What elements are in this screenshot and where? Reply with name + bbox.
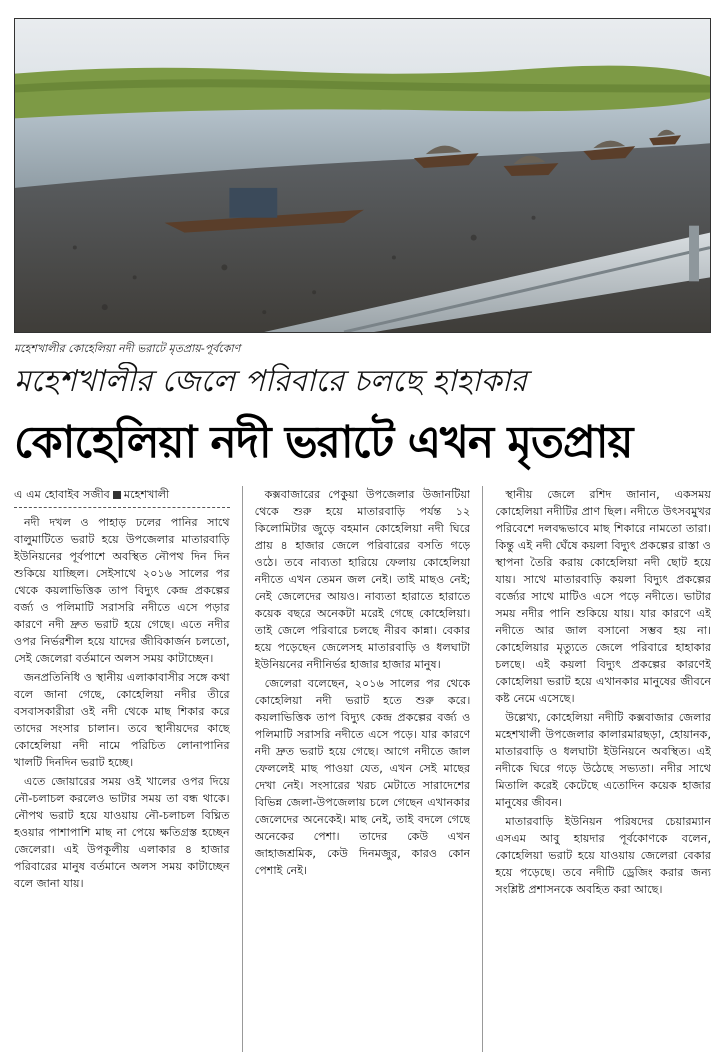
news-photo (14, 18, 711, 333)
article-paragraph: নদী দখল ও পাহাড় ঢলের পানির সাথে বালুমাটিতে ভরাট হয়ে উপজেলার মাতারবাড়ি ইউনিয়নের পূর্বপাশে অবস্থিত নৌপথ দিন দিন শুকিয়ে যাচ্ছিল। সেইসাথে ২০১৬ সালের পর থেকে কয়লাভিত্তিক তাপ বিদ্যুৎ কেন্দ্র প্রকল্পের বর্জ্য ও পলিমাটি সরাসরি নদীতে এসে পড়ার কারণে নদী দ্রুত ভরাট হয়ে গেছে। এতে নদীর ওপর নির্ভরশীল হয়ে যাদের জীবিকার্জন চলতো, সেই জেলেরা বর্তমানে অলস সময় কাটাচ্ছেন। (14, 516, 230, 665)
column-divider (242, 486, 243, 1052)
photo-caption: মহেশখালীর কোহেলিয়া নদী ভরাটে মৃতপ্রায়-পূর্বকোণ (14, 342, 241, 355)
article-paragraph: এতে জোয়ারের সময় ওই খালের ওপর দিয়ে নৌ-চলাচল করলেও ভাটার সময় তা বন্ধ থাকে। নৌপথ ভরাট হয়ে যাওয়ায় নৌ-চলাচল বিঘ্নিত হওয়ার পাশাপাশি মাছ না পেয়ে ক্ষতিগ্রস্ত হচ্ছেন জেলেরা। এই উপকূলীয় এলাকার ৪ হাজার পরিবারের মানুষ বর্তমানে অলস সময় কাটাচ্ছেন বলে জানা যায়। (14, 775, 230, 890)
article-column-2 (255, 486, 471, 1052)
article-paragraph: কক্সবাজারের পেকুয়া উপজেলার উজানটিয়া থেকে শুরু হয়ে মাতারবাড়ি পর্যন্ত ১২ কিলোমিটার জুড়ে বহমান কোহেলিয়া নদী ঘিরে প্রায় ৪ হাজার জেলে পরিবারের বসতি গড়ে ওঠে। তবে নাব্যতা হারিয়ে ফেলায় কোহেলিয়া নদীতে এখন তেমন জল নেই। তাই মাছও নেই; নেই জেলেদের আয়ও। নাব্যতা হারাতে হারাতে কয়েক বছরে অনেকটা মরেই গেছে কোহেলিয়া। তাই জেলে পরিবারে চলছে নীরব কান্না। বেকার হয়ে পড়েছেন জেলেসহ মাতারবাড়ি ও ধলঘাটা ইউনিয়নের নদীনির্ভর হাজার হাজার মানুষ। (254, 488, 471, 671)
byline (14, 486, 230, 508)
article-paragraph: জনপ্রতিনিধি ও স্থানীয় এলাকাবাসীর সঙ্গে কথা বলে জানা গেছে, কোহেলিয়া নদীর তীরে বসবাসকারীরা ওই নদী থেকে মাছ শিকার করে তাদের সংসার চালান। তবে স্থানীয়দের কাছে কোহেলিয়া নদী নামে পরিচিত লোনাপানির খালটি দিনদিন ভরাট হচ্ছে। (14, 671, 230, 769)
byline-author: এ এম হোবাইব সজীব (14, 488, 110, 501)
river-boats-illustration (15, 19, 710, 332)
article-body (14, 486, 711, 1052)
square-bullet-icon (113, 491, 121, 499)
byline-location: মহেশখালী (123, 488, 170, 501)
article-column-3 (495, 486, 711, 1052)
column-divider (482, 486, 483, 1052)
article-paragraph: উল্লেখ্য, কোহেলিয়া নদীটি কক্সবাজার জেলার মহেশখালী উপজেলার কালারমারছড়া, হোয়ানক, মাতারবাড়ি ও ধলঘাটা ইউনিয়নে অবস্থিত। এই নদীকে ঘিরে গড়ে উঠেছে সভ্যতা। নদীর সাথে মিতালি করেই কেটেছে এতোদিন কয়েক হাজার মানুষের জীবন। (495, 711, 712, 809)
article-paragraph: স্থানীয় জেলে রশিদ জানান, একসময় কোহেলিয়া নদীটির প্রাণ ছিল। নদীতে উৎসবমুখর পরিবেশে দলবদ্ধভাবে মাছ শিকারে নামতো তারা। কিন্তু এই নদী ঘেঁষে কয়লা বিদ্যুৎ প্রকল্পের রাস্তা ও স্থাপনা তৈরি করায় কোহেলিয়া নদী ছোট হয়ে যায়। সাথে মাতারবাড়ি কয়লা বিদ্যুৎ প্রকল্পের বর্জ্যের সাথে মাটিও এসে পড়ে নদীতে। ভাটার সময় নদীর পানি শুকিয়ে যায়। যার কারণে এই নদীতে আর জাল বসানো সম্ভব হয় না। কোহেলিয়ার মৃত্যুতে জেলে পরিবারে হাহাকার চলছে। এই কয়লা বিদ্যুৎ প্রকল্পের কারণেই কোহেলিয়া ভরাট হয়ে এখানকার মানুষের জীবনে কষ্ট নেমে এসেছে। (495, 488, 712, 705)
article-column-1 (14, 486, 230, 1052)
headline-kicker: মহেশখালীর জেলে পরিবারে চলছে হাহাকার (14, 364, 527, 399)
article-paragraph: জেলেরা বলেছেন, ২০১৬ সালের পর থেকে কোহেলিয়া নদী ভরাট হতে শুরু করে। কয়লাভিত্তিক তাপ বিদ্যুৎ কেন্দ্র প্রকল্পের বর্জ্য ও পলিমাটি সরাসরি নদীতে এসে পড়ে। যার কারণে নদী দ্রুত ভরাট হয়ে গেছে। আগে নদীতে জাল ফেললেই মাছ পাওয়া যেত, এখন সেই মাছের দেখা নেই। সংসারের খরচ মেটাতে সারাদেশের বিভিন্ন জেলা-উপজেলায় চলে গেছেন এখানকার জেলেদের অনেকেই। মাছ নেই, তাই বদলে গেছে অনেকের পেশা। তাদের কেউ এখন জাহাজশ্রমিক, কেউ দিনমজুর, কারও কোন পেশাই নেই। (254, 677, 471, 877)
article-paragraph: মাতারবাড়ি ইউনিয়ন পরিষদের চেয়ারম্যান এসএম আবু হায়দার পূর্বকোণকে বলেন, কোহেলিয়া ভরাট হয়ে যাওয়ায় জেলেরা বেকার হয়ে পড়েছে। তবে নদীটি ড্রেজিং করার জন্য সংশ্লিষ্ট প্রশাসনকে অবহিত করা আছে। (495, 815, 712, 896)
headline-title: কোহেলিয়া নদী ভরাটে এখন মৃতপ্রায় (14, 417, 633, 468)
